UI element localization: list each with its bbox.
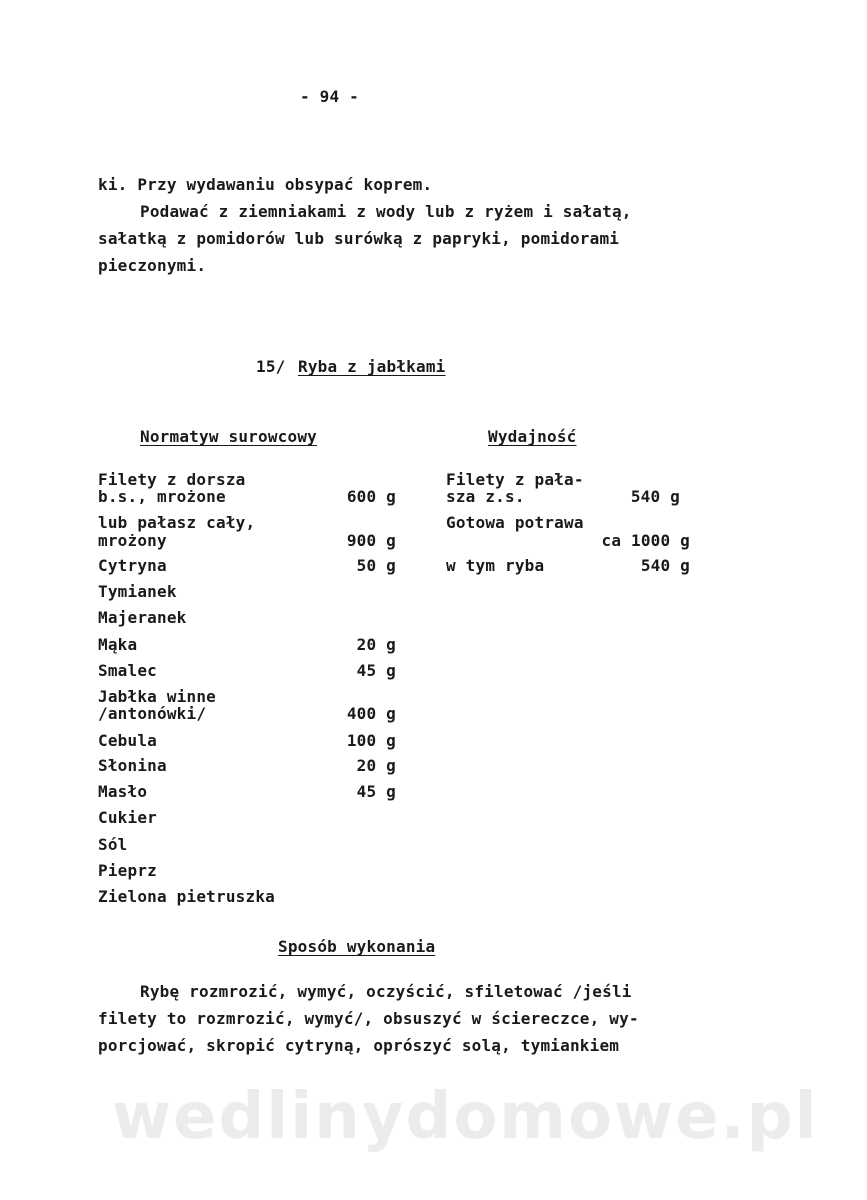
ingredient-name-cont: b.s., mrożone [98, 487, 226, 506]
yield-header: Wydajność [488, 427, 577, 446]
ingredient-name: Pieprz [98, 861, 157, 880]
ingredient-qty: 600 g [346, 487, 396, 506]
ingredient-name: Tymianek [98, 582, 177, 601]
yield-name: Filety z pała- [446, 470, 584, 489]
method-header: Sposób wykonania [278, 937, 436, 956]
ingredient-qty: 100 g [346, 731, 396, 750]
yield-qty: 540 g [640, 556, 690, 575]
ingredient-qty: 50 g [356, 556, 396, 575]
ingredient-name: Majeranek [98, 608, 187, 627]
ingredient-name: Smalec [98, 661, 157, 680]
ingredient-name: Cytryna [98, 556, 167, 575]
ingredient-name: Jabłka winne [98, 687, 216, 706]
ingredient-qty: 20 g [356, 756, 396, 775]
yield-name-cont: sza z.s. [446, 487, 525, 506]
ingredient-qty: 400 g [346, 704, 396, 723]
yield-qty: 540 g [630, 487, 680, 506]
ingredient-name: Masło [98, 782, 148, 801]
intro-line-3: sałatką z pomidorów lub surówką z papryki, pomidorami [98, 229, 620, 248]
intro-line-4: pieczonymi. [98, 256, 207, 275]
yield-name: w tym ryba [446, 556, 545, 575]
yield-name: Gotowa potrawa [446, 513, 584, 532]
ingredient-name: Cukier [98, 808, 157, 827]
ingredient-name: Sól [98, 835, 128, 854]
ingredient-name: Zielona pietruszka [98, 887, 275, 906]
ingredient-name: Filety z dorsza [98, 470, 246, 489]
method-line-2: filety to rozmrozić, wymyć/, obsuszyć w ściereczce, wy- [98, 1009, 639, 1028]
watermark: wedlinydomowe.pl [112, 1080, 819, 1154]
ingredient-name: Słonina [98, 756, 167, 775]
intro-line-2: Podawać z ziemniakami z wody lub z ryżem i sałatą, [140, 202, 632, 221]
ingredients-header: Normatyw surowcowy [140, 427, 317, 446]
ingredient-name: Mąka [98, 635, 138, 654]
ingredient-qty: 20 g [356, 635, 396, 654]
ingredient-name: lub pałasz cały, [98, 513, 256, 532]
method-line-3: porcjować, skropić cytryną, oprószyć solą, tymiankiem [98, 1036, 620, 1055]
intro-line-1: ki. Przy wydawaniu obsypać koprem. [98, 175, 433, 194]
page-number: - 94 - [300, 87, 359, 106]
yield-qty: ca 1000 g [601, 531, 690, 550]
recipe-number: 15/ [256, 357, 286, 376]
ingredient-name-cont: /antonówki/ [98, 704, 207, 723]
recipe-title: Ryba z jabłkami [298, 357, 446, 376]
method-line-1: Rybę rozmrozić, wymyć, oczyścić, sfiletować /jeśli [140, 982, 632, 1001]
ingredient-name: Cebula [98, 731, 157, 750]
ingredient-qty: 45 g [356, 782, 396, 801]
ingredient-qty: 45 g [356, 661, 396, 680]
ingredient-name-cont: mrożony [98, 531, 167, 550]
ingredient-qty: 900 g [346, 531, 396, 550]
